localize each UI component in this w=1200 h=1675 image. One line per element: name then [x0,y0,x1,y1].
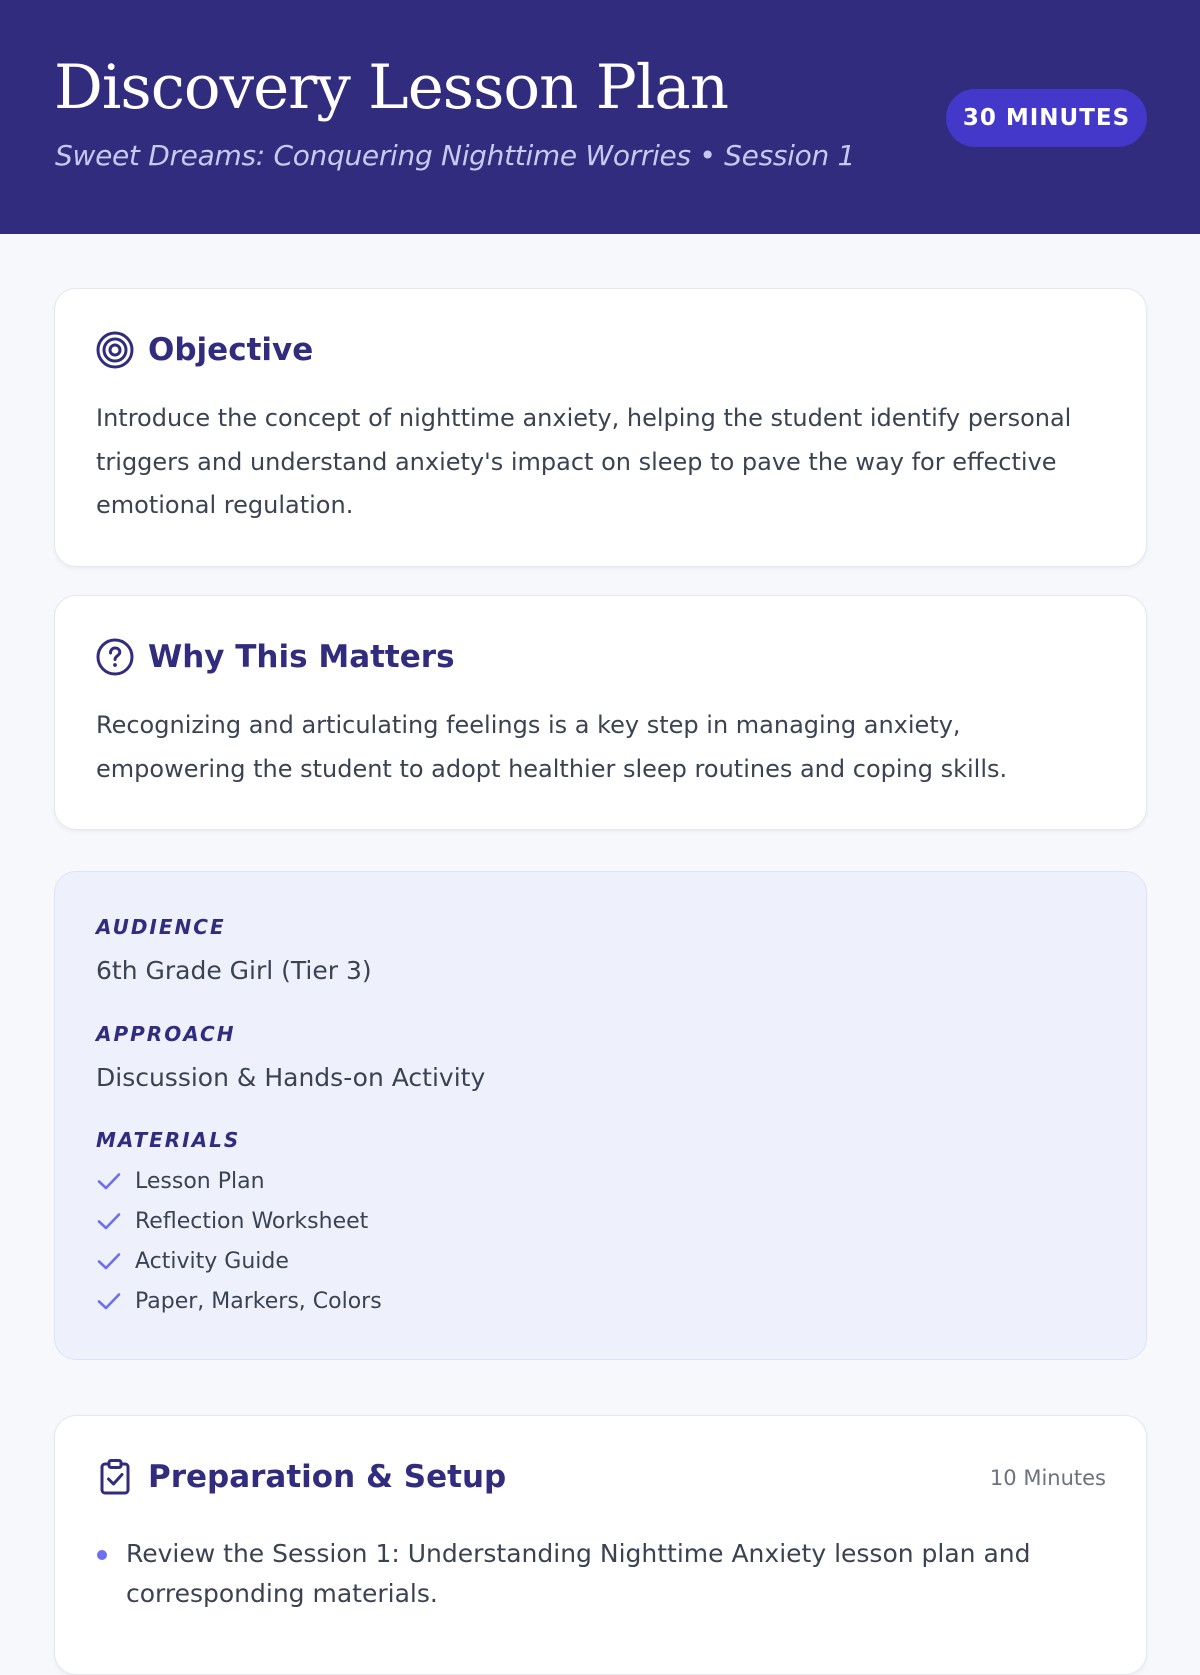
step-text: Review the Session 1: Understanding Nighttime Anxiety lesson plan and corresponding materials. [126,1539,1031,1608]
preparation-card [54,1415,1147,1675]
materials-label: MATERIALS [96,1128,241,1152]
page-subtitle: Sweet Dreams: Conquering Nighttime Worries • Session 1 [55,139,856,172]
approach-value: Discussion & Hands-on Activity [96,1063,486,1092]
why-card [54,595,1147,830]
why-text: Recognizing and articulating feelings is a key step in managing anxiety, empowering the student to adopt healthier sleep routines and coping skills. [96,711,1008,783]
duration-badge: 30 MINUTES [946,89,1147,147]
material-label: Activity Guide [135,1248,289,1274]
material-item [96,1241,382,1281]
preparation-steps [96,1534,1106,1614]
material-label: Paper, Markers, Colors [135,1288,382,1314]
check-icon [96,1168,122,1194]
bullet-icon [97,1550,107,1560]
material-item [96,1201,382,1241]
check-icon [96,1288,122,1314]
preparation-duration: 10 Minutes [989,1466,1106,1490]
why-header [96,638,455,676]
audience-label: AUDIENCE [96,915,226,939]
question-circle-icon [96,638,134,676]
objective-text: Introduce the concept of nighttime anxiety, helping the student identify personal triggers and understand anxiety's impact on sleep to pave the way for effective emotional regulation. [96,404,1072,519]
target-icon [96,331,134,369]
lesson-details [54,871,1147,1360]
approach-label: APPROACH [96,1022,236,1046]
objective-header [96,331,313,369]
material-item [96,1161,382,1201]
check-icon [96,1248,122,1274]
material-label: Reflection Worksheet [135,1208,369,1234]
why-title: Why This Matters [148,639,455,675]
page-header [0,0,1200,234]
objective-card [54,288,1147,567]
audience-value: 6th Grade Girl (Tier 3) [96,956,372,985]
material-label: Lesson Plan [135,1168,265,1194]
page-title: Discovery Lesson Plan [54,52,729,123]
material-item [96,1281,382,1321]
materials-list [96,1161,382,1321]
objective-title: Objective [148,332,314,368]
list-item [96,1534,1106,1614]
clipboard-check-icon [96,1458,134,1496]
preparation-title: Preparation & Setup [148,1459,507,1495]
preparation-header [96,1458,506,1496]
check-icon [96,1208,122,1234]
